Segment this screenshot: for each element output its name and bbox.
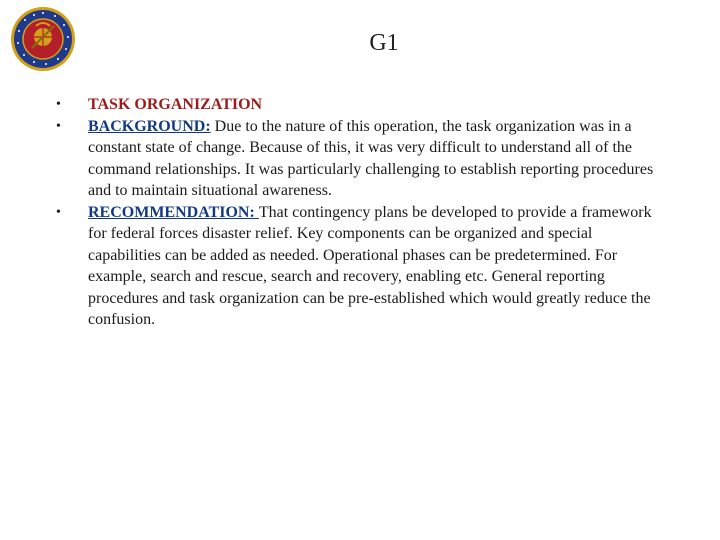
item-text: That contingency plans be developed to provide a framework for federal forces disaster relief. Key components can be organized and special capabilities can be added as needed. Operational phases can be predetermined. For example, search and rescue, search and recovery, enabling etc. General reporting procedures and task organization can be pre-established which would greatly reduce the confusion. xyxy=(88,203,652,328)
bullet-glyph: • xyxy=(56,204,61,220)
item-heading: BACKGROUND: xyxy=(88,117,211,135)
item-text: Due to the nature of this operation, the task organization was in a constant state of change. Because of this, it was very difficult to understand all of the command relationships. It was particularly challenging to establish reporting procedures and to maintain situational awareness. xyxy=(88,117,654,199)
slide-title: G1 xyxy=(369,30,399,56)
list-item xyxy=(56,94,666,116)
bullet-list xyxy=(56,94,666,331)
item-heading: TASK ORGANIZATION xyxy=(88,96,263,113)
bullet-glyph: • xyxy=(56,118,61,134)
bullet-glyph: • xyxy=(56,97,61,112)
list-item xyxy=(56,202,666,331)
item-heading: RECOMMENDATION: xyxy=(88,203,259,221)
list-item xyxy=(56,116,666,202)
